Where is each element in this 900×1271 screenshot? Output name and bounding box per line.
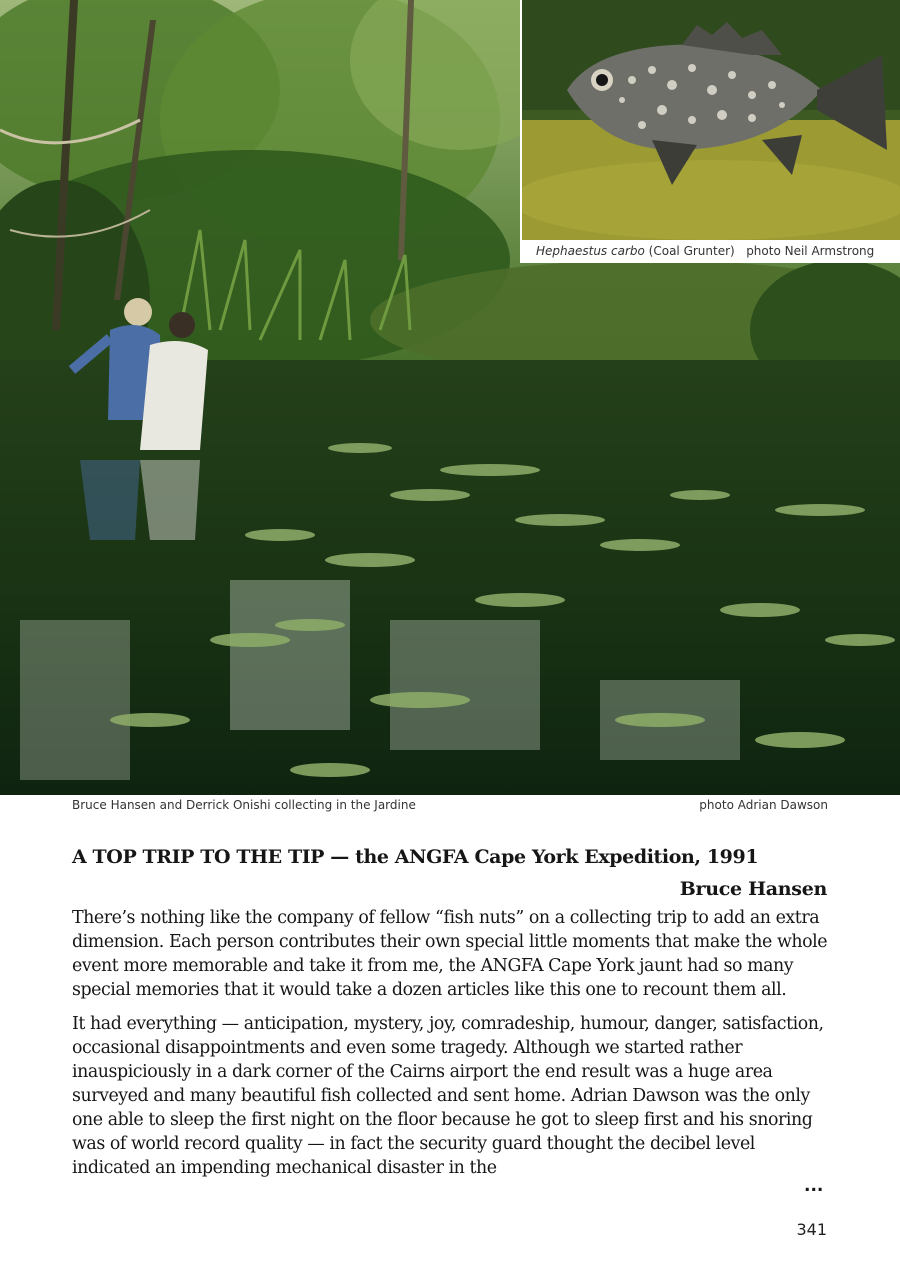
continuation-mark: ... <box>804 1176 824 1196</box>
common-name: (Coal Grunter) <box>648 244 735 258</box>
paragraph: It had everything — anticipation, mystery, joy, comradeship, humour, danger, satisfaction, occasional disappointments and even some tragedy. Although we started rather inauspiciously in a dark corner of the Cairns airport the end result was a huge area surveyed and many beautiful fish collected and sent home. Adrian Dawson was the only one able to sleep the first night on the floor because he got to sleep first and his snoring was of world record quality — in fact the security guard thought the decibel level indicated an impending mechanical disaster in the <box>72 1014 824 1178</box>
main-photo-caption: Bruce Hansen and Derrick Onishi collecting in the Jardine <box>72 798 416 812</box>
inset-photo-credit: photo Neil Armstrong <box>746 244 875 258</box>
main-photo-credit: photo Adrian Dawson <box>699 798 828 812</box>
article-title: A TOP TRIP TO THE TIP — the ANGFA Cape York Expedition, 1991 <box>72 846 759 868</box>
page-number: 341 <box>796 1220 827 1239</box>
article-author: Bruce Hansen <box>679 878 827 900</box>
paragraph: There’s nothing like the company of fellow “fish nuts” on a collecting trip to add an extra dimension. Each person contributes their own special little moments that make the whole event more memorable and take it from me, the ANGFA Cape York jaunt had so many special memories that it would take a dozen articles like this one to recount them all. <box>72 908 828 1000</box>
inset-caption <box>536 244 896 258</box>
article-body <box>72 906 830 1190</box>
species-name: Hephaestus carbo <box>536 244 645 258</box>
inset-fish-photo <box>520 0 900 263</box>
